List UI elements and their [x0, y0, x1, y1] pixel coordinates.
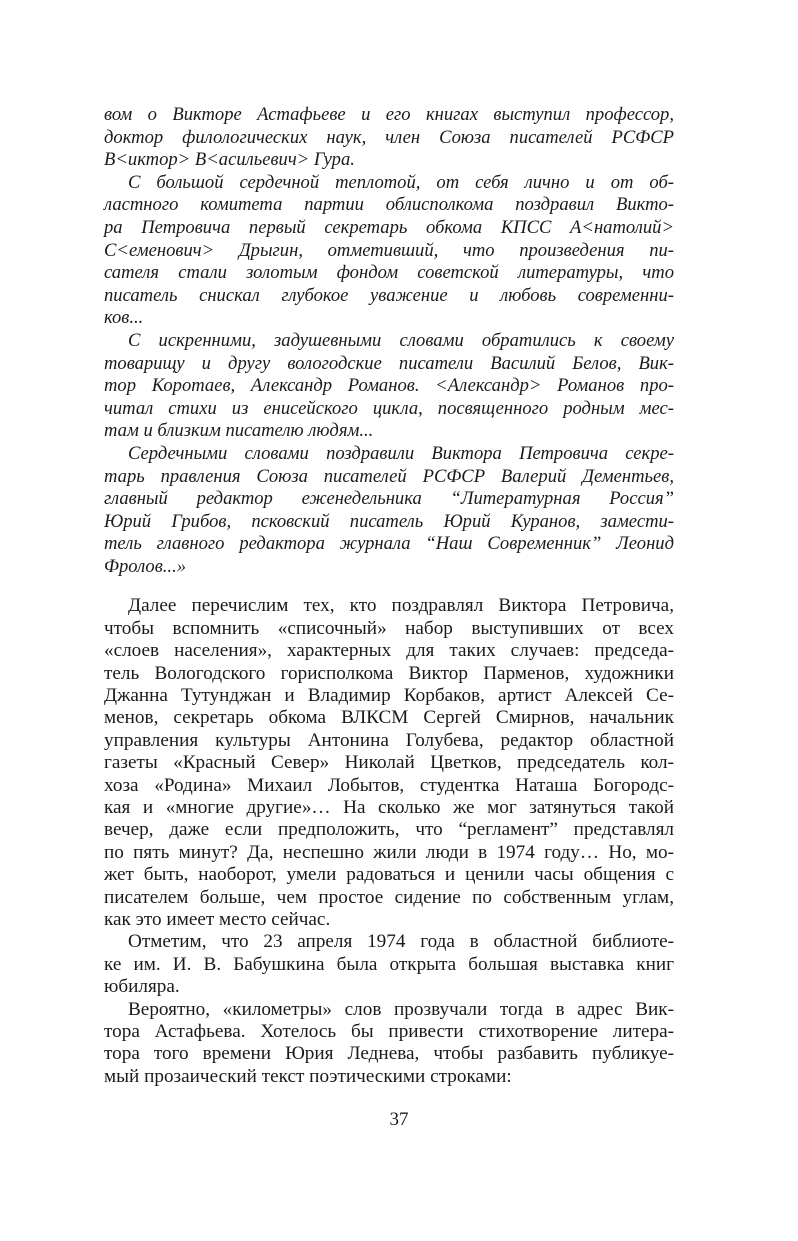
section-gap: [104, 578, 674, 595]
text-line: чтобы вспомнить «списочный» набор выступивших от всех: [104, 617, 674, 639]
text-line: сателя стали золотым фондом советской литературы, что: [104, 262, 674, 284]
text-line: читал стихи из енисейского цикла, посвященного родным мес-: [104, 397, 674, 419]
text-line: как это имеет место сейчас.: [104, 908, 331, 930]
text-line: тора Астафьева. Хотелось бы привести стихотворение литера-: [104, 1020, 674, 1042]
body-paragraph: [104, 999, 674, 1089]
text-line: С большой сердечной теплотой, от себя лично и от об-: [128, 171, 674, 193]
text-line: главный редактор еженедельника “Литературная Россия”: [104, 488, 674, 510]
text-line: ра Петровича первый секретарь обкома КПСС А<натолий>: [104, 216, 674, 238]
text-line: Отметим, что 23 апреля 1974 года в областной библиоте-: [128, 931, 674, 953]
text-line: тор Коротаев, Александр Романов. <Александр> Романов про-: [104, 375, 674, 397]
text-line: хоза «Родина» Михаил Лобытов, студентка Наташа Богородс-: [104, 774, 674, 796]
text-line: Далее перечислим тех, кто поздравлял Виктора Петровича,: [128, 595, 674, 617]
text-line: ластного комитета партии облисполкома поздравил Викто-: [104, 194, 674, 216]
body-paragraph: [104, 595, 674, 931]
page-text: [104, 104, 674, 1088]
body-text: [104, 595, 674, 1088]
quote-paragraph: [104, 443, 674, 579]
text-line: товарищу и другу вологодские писатели Василий Белов, Вик-: [104, 352, 674, 374]
text-line: там и близким писателю людям...: [104, 420, 374, 442]
text-line: Джанна Тутунджан и Владимир Корбаков, артист Алексей Се-: [104, 685, 674, 707]
page-number: 37: [389, 1109, 409, 1130]
text-line: мый прозаический текст поэтическими строками:: [104, 1065, 512, 1087]
text-line: менов, секретарь обкома ВЛКСМ Сергей Смирнов, начальник: [104, 707, 674, 729]
quote-paragraph: [104, 104, 674, 172]
text-line: ке им. И. В. Бабушкина была открыта большая выставка книг: [104, 953, 674, 975]
text-line: по пять минут? Да, неспешно жили люди в 1974 году… Но, мо-: [104, 841, 674, 863]
text-line: С<еменович> Дрыгин, отметивший, что произведения пи-: [104, 239, 674, 261]
text-line: тель Вологодского горисполкома Виктор Парменов, художники: [104, 662, 674, 684]
text-line: С искренними, задушевными словами обратились к своему: [128, 329, 674, 351]
text-line: управления культуры Антонина Голубева, редактор областной: [104, 729, 674, 751]
text-line: Вероятно, «километры» слов прозвучали тогда в адрес Вик-: [128, 998, 674, 1020]
text-line: писателем больше, чем простое сидение по собственным углам,: [104, 886, 674, 908]
text-line: газеты «Красный Север» Николай Цветков, председатель кол-: [104, 752, 674, 774]
body-paragraph: [104, 931, 674, 998]
text-line: тель главного редактора журнала “Наш Современник” Леонид: [104, 533, 674, 555]
text-line: вечер, даже если предположить, что “регламент” представлял: [104, 819, 674, 841]
text-line: доктор филологических наук, член Союза писателей РСФСР: [104, 126, 674, 148]
text-line: Юрий Грибов, псковский писатель Юрий Куранов, замести-: [104, 510, 674, 532]
text-line: писатель снискал глубокое уважение и любовь современни-: [104, 284, 674, 306]
quoted-report: [104, 104, 674, 578]
text-line: «слоев населения», характерных для таких случаев: председа-: [104, 640, 674, 662]
text-line: В<иктор> В<асильевич> Гура.: [104, 149, 355, 171]
text-line: Фролов...»: [104, 555, 187, 577]
text-line: Сердечными словами поздравили Виктора Петровича секре-: [128, 442, 674, 464]
text-line: юбиляра.: [104, 976, 180, 998]
text-line: тора того времени Юрия Леднева, чтобы разбавить публикуе-: [104, 1043, 674, 1065]
text-line: вом о Викторе Астафьеве и его книгах выступил профессор,: [104, 104, 674, 125]
quote-paragraph: [104, 330, 674, 443]
text-line: жет быть, наоборот, умели радоваться и ценили часы общения с: [104, 864, 674, 886]
text-line: ков...: [104, 307, 144, 329]
text-line: кая и «многие другие»… На сколько же мог затянуться такой: [104, 796, 674, 818]
text-line: тарь правления Союза писателей РСФСР Валерий Дементьев,: [104, 465, 674, 487]
quote-paragraph: [104, 172, 674, 330]
